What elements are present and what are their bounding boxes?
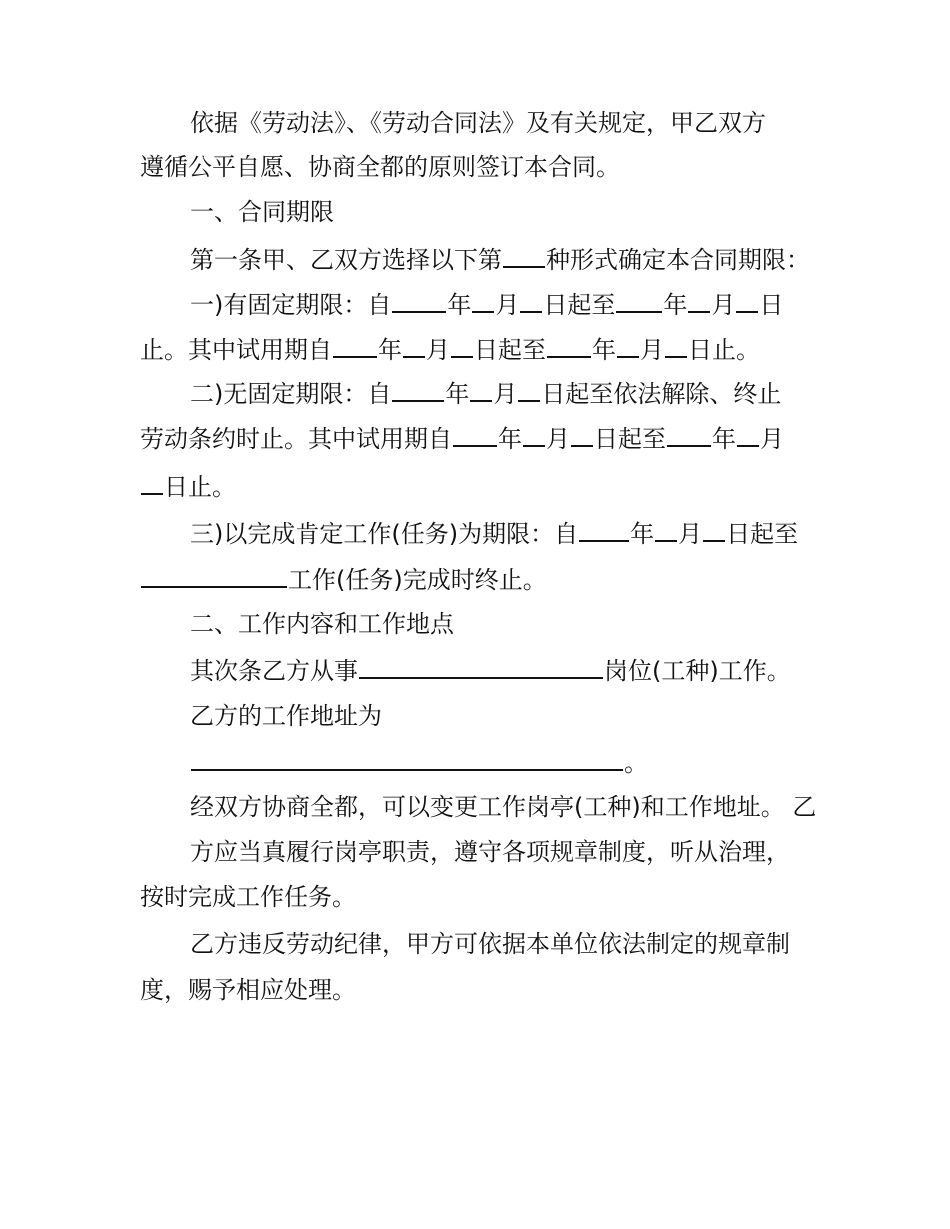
- paragraph-basis-line1: 依据《劳动法》、《劳动合同法》及有关规定，甲乙双方: [190, 109, 766, 137]
- fixed-trial-end-day-blank[interactable]: [665, 332, 687, 358]
- month-label: 月: [640, 336, 664, 364]
- open-trial-end-year-blank[interactable]: [667, 421, 711, 447]
- stop-label: 日止。: [164, 473, 236, 501]
- year-label: 年: [378, 336, 402, 364]
- month-label: 月: [546, 425, 570, 453]
- open-start-month-blank[interactable]: [470, 376, 492, 402]
- open-trial-start-year-blank[interactable]: [453, 421, 497, 447]
- paragraph-duty-line2: 按时完成工作任务。: [140, 883, 356, 911]
- fixed-end-month-blank[interactable]: [688, 287, 710, 313]
- task-start-month-blank[interactable]: [655, 516, 677, 542]
- task-start-day-blank[interactable]: [703, 516, 725, 542]
- fixed-trial-start-day-blank[interactable]: [451, 332, 473, 358]
- year-label: 年: [447, 291, 472, 319]
- year-label: 年: [592, 336, 616, 364]
- month-label: 月: [678, 520, 703, 548]
- article-one-text-a: 第一条甲、乙双方选择以下第: [190, 246, 502, 274]
- task-term-until: 工作(任务)完成时终止。: [288, 566, 547, 594]
- open-term-line1: [190, 376, 781, 411]
- open-term-line2: [140, 421, 784, 456]
- job-position-blank[interactable]: [359, 653, 603, 679]
- year-label: 年: [498, 425, 522, 453]
- fixed-end-day-blank[interactable]: [736, 287, 758, 313]
- task-term-line2: [140, 562, 547, 597]
- article-two: [190, 653, 791, 688]
- open-term-until: 日起至依法解除、终止: [541, 380, 782, 408]
- fixed-trial-end-year-blank[interactable]: [547, 332, 591, 358]
- fixed-start-day-blank[interactable]: [520, 287, 542, 313]
- section-heading-term: 一、合同期限: [190, 198, 334, 226]
- section-heading-work: 二、工作内容和工作地点: [190, 610, 454, 638]
- task-description-blank[interactable]: [141, 562, 287, 588]
- fixed-term-trial: 止。其中试用期自: [140, 336, 332, 364]
- month-label: 月: [711, 291, 736, 319]
- open-trial-start-month-blank[interactable]: [523, 421, 545, 447]
- work-address-end: 。: [624, 749, 648, 777]
- work-address-blank[interactable]: [191, 745, 623, 771]
- article-two-text-a: 其次条乙方从事: [190, 657, 358, 685]
- task-start-year-blank[interactable]: [579, 516, 629, 542]
- open-start-year-blank[interactable]: [392, 376, 444, 402]
- month-label: 月: [495, 291, 520, 319]
- year-label: 年: [630, 520, 655, 548]
- fixed-term-line1: [190, 287, 783, 322]
- from-to-label: 日起至: [726, 520, 799, 548]
- fixed-start-year-blank[interactable]: [392, 287, 446, 313]
- task-term-line1: [190, 516, 798, 551]
- paragraph-duty-line1: 方应当真履行岗亭职责，遵守各项规章制度，听从治理，: [190, 838, 790, 866]
- open-start-day-blank[interactable]: [518, 376, 540, 402]
- article-two-text-b: 岗位(工种)工作。: [604, 657, 791, 685]
- fixed-trial-start-month-blank[interactable]: [403, 332, 425, 358]
- year-label: 年: [663, 291, 688, 319]
- open-trial-start-day-blank[interactable]: [571, 421, 593, 447]
- article-one: [190, 242, 810, 277]
- open-trial-end-day-blank[interactable]: [141, 469, 163, 495]
- fixed-term-intro: 一)有固定期限：自: [190, 291, 392, 319]
- day-label: 日: [759, 291, 784, 319]
- open-term-trial: 劳动条约时止。其中试用期自: [140, 425, 452, 453]
- stop-label: 日止。: [688, 336, 760, 364]
- year-label: 年: [712, 425, 736, 453]
- paragraph-violation-line2: 度，赐予相应处理。: [140, 976, 356, 1004]
- open-term-intro: 二)无固定期限：自: [190, 380, 392, 408]
- paragraph-basis-line2: 遵循公平自愿、协商全都的原则签订本合同。: [140, 153, 620, 181]
- from-to-label: 日起至: [474, 336, 546, 364]
- month-label: 月: [493, 380, 518, 408]
- work-address-label: 乙方的工作地址为: [190, 702, 382, 730]
- work-address-line: [190, 745, 648, 780]
- fixed-start-month-blank[interactable]: [472, 287, 494, 313]
- from-to-label: 日起至: [594, 425, 666, 453]
- from-to-label: 日起至: [543, 291, 616, 319]
- fixed-trial-start-year-blank[interactable]: [333, 332, 377, 358]
- open-trial-end-month-blank[interactable]: [737, 421, 759, 447]
- paragraph-violation-line1: 乙方违反劳动纪律，甲方可依据本单位依法制定的规章制: [190, 930, 790, 958]
- task-term-intro: 三)以完成肯定工作(任务)为期限：自: [190, 520, 579, 548]
- fixed-end-year-blank[interactable]: [616, 287, 662, 313]
- year-label: 年: [445, 380, 470, 408]
- fixed-trial-end-month-blank[interactable]: [617, 332, 639, 358]
- month-label: 月: [426, 336, 450, 364]
- form-choice-blank[interactable]: [503, 242, 545, 268]
- fixed-term-line2: [140, 332, 760, 367]
- paragraph-change: 经双方协商全都，可以变更工作岗亭(工种)和工作地址。 乙: [190, 793, 817, 821]
- open-term-line3: [140, 469, 236, 504]
- month-label: 月: [760, 425, 784, 453]
- article-one-text-b: 种形式确定本合同期限：: [546, 246, 810, 274]
